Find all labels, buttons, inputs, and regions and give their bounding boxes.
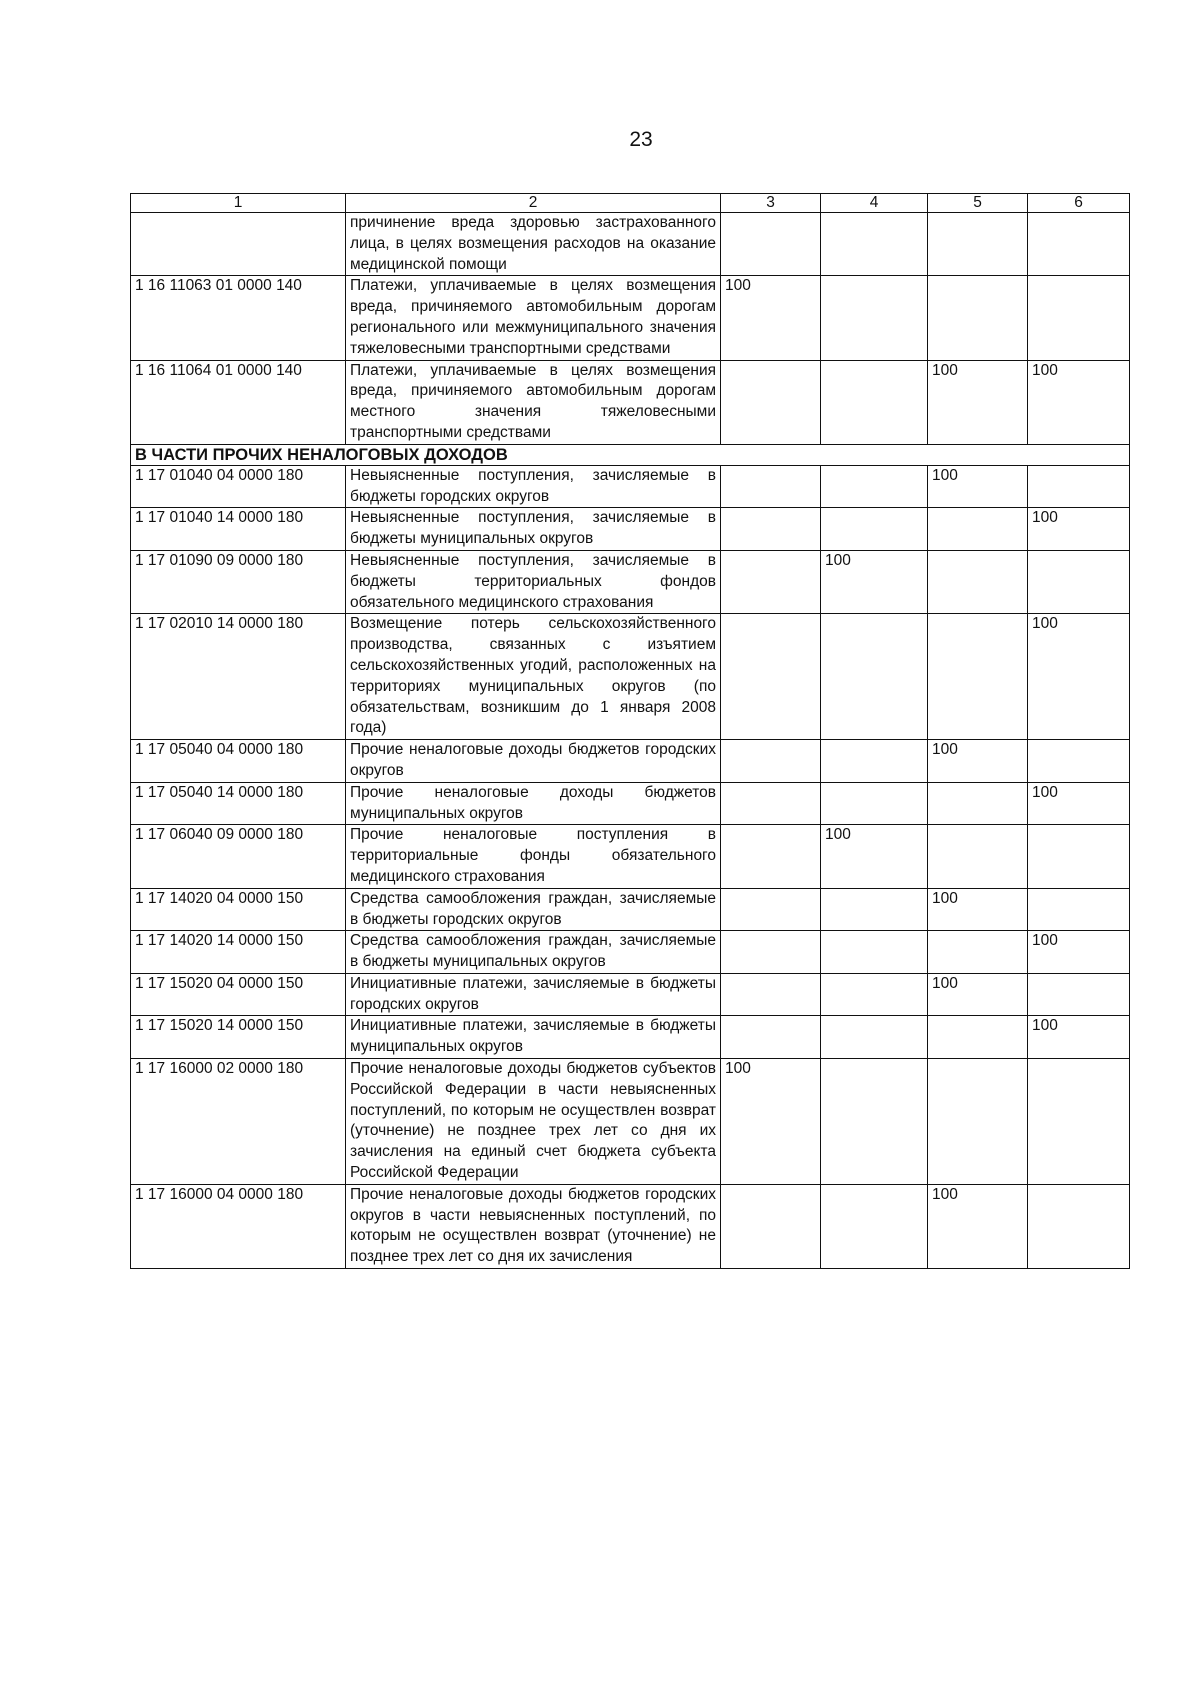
header-col-4: 4 xyxy=(821,194,928,213)
cell-col-6 xyxy=(1028,276,1130,360)
table-row xyxy=(131,550,1130,613)
cell-code: 1 17 01040 04 0000 180 xyxy=(131,465,346,508)
cell-col-3 xyxy=(721,1184,821,1268)
cell-col-6: 100 xyxy=(1028,782,1130,825)
table-row xyxy=(131,825,1130,888)
cell-description: Платежи, уплачиваемые в целях возмещения вреда, причиняемого автомобильным дорогам местного значения тяжеловесными транспортными средствами xyxy=(346,360,721,444)
cell-col-3 xyxy=(721,931,821,974)
cell-code: 1 17 01040 14 0000 180 xyxy=(131,508,346,551)
table-row xyxy=(131,614,1130,740)
cell-code xyxy=(131,213,346,276)
cell-col-4 xyxy=(821,360,928,444)
cell-col-4: 100 xyxy=(821,550,928,613)
header-col-6: 6 xyxy=(1028,194,1130,213)
table-row xyxy=(131,1059,1130,1185)
cell-code: 1 17 15020 14 0000 150 xyxy=(131,1016,346,1059)
cell-col-5 xyxy=(928,550,1028,613)
cell-description: Платежи, уплачиваемые в целях возмещения вреда, причиняемого автомобильным дорогам регионального или межмуниципального значения тяжеловесными транспортными средствами xyxy=(346,276,721,360)
cell-description: причинение вреда здоровью застрахованного лица, в целях возмещения расходов на оказание медицинской помощи xyxy=(346,213,721,276)
cell-col-3 xyxy=(721,888,821,931)
table-row xyxy=(131,276,1130,360)
cell-col-5 xyxy=(928,1059,1028,1185)
cell-col-3 xyxy=(721,465,821,508)
cell-code: 1 17 05040 04 0000 180 xyxy=(131,740,346,783)
cell-col-5 xyxy=(928,614,1028,740)
cell-description: Средства самообложения граждан, зачисляемые в бюджеты городских округов xyxy=(346,888,721,931)
cell-col-5: 100 xyxy=(928,360,1028,444)
cell-code: 1 16 11063 01 0000 140 xyxy=(131,276,346,360)
table-body xyxy=(131,213,1130,1269)
cell-col-6 xyxy=(1028,825,1130,888)
cell-description: Прочие неналоговые доходы бюджетов муниципальных округов xyxy=(346,782,721,825)
cell-col-5 xyxy=(928,213,1028,276)
cell-col-4 xyxy=(821,931,928,974)
section-heading: В ЧАСТИ ПРОЧИХ НЕНАЛОГОВЫХ ДОХОДОВ xyxy=(131,444,1130,465)
cell-col-5 xyxy=(928,1016,1028,1059)
cell-col-3 xyxy=(721,508,821,551)
cell-col-6: 100 xyxy=(1028,508,1130,551)
cell-description: Невыясненные поступления, зачисляемые в бюджеты городских округов xyxy=(346,465,721,508)
table-row-continuation xyxy=(131,213,1130,276)
cell-col-5 xyxy=(928,782,1028,825)
cell-code: 1 17 15020 04 0000 150 xyxy=(131,973,346,1016)
cell-col-6: 100 xyxy=(1028,360,1130,444)
cell-col-5: 100 xyxy=(928,973,1028,1016)
cell-col-4 xyxy=(821,1184,928,1268)
header-col-2: 2 xyxy=(346,194,721,213)
cell-code: 1 17 14020 14 0000 150 xyxy=(131,931,346,974)
cell-col-3 xyxy=(721,825,821,888)
cell-col-5 xyxy=(928,276,1028,360)
cell-col-3: 100 xyxy=(721,276,821,360)
cell-code: 1 17 16000 04 0000 180 xyxy=(131,1184,346,1268)
cell-col-6 xyxy=(1028,973,1130,1016)
table-row xyxy=(131,973,1130,1016)
cell-col-3 xyxy=(721,360,821,444)
cell-col-3 xyxy=(721,740,821,783)
header-row xyxy=(131,194,1130,213)
cell-col-3 xyxy=(721,550,821,613)
table-row xyxy=(131,508,1130,551)
header-col-5: 5 xyxy=(928,194,1028,213)
cell-description: Прочие неналоговые доходы бюджетов городских округов в части невыясненных поступлений, по которым не осуществлен возврат (уточнение) не позднее трех лет со дня их зачисления xyxy=(346,1184,721,1268)
cell-col-3 xyxy=(721,973,821,1016)
cell-col-4 xyxy=(821,973,928,1016)
cell-col-5: 100 xyxy=(928,1184,1028,1268)
cell-code: 1 17 06040 09 0000 180 xyxy=(131,825,346,888)
cell-col-4 xyxy=(821,1016,928,1059)
cell-code: 1 17 05040 14 0000 180 xyxy=(131,782,346,825)
cell-col-5 xyxy=(928,931,1028,974)
cell-col-3 xyxy=(721,1016,821,1059)
cell-col-4 xyxy=(821,465,928,508)
cell-description: Средства самообложения граждан, зачисляемые в бюджеты муниципальных округов xyxy=(346,931,721,974)
cell-description: Прочие неналоговые доходы бюджетов субъектов Российской Федерации в части невыясненных поступлений, по которым не осуществлен возврат (уточнение) не позднее трех лет со дня их зачисления на единый счет бюджета субъекта Российской Федерации xyxy=(346,1059,721,1185)
cell-code: 1 17 01090 09 0000 180 xyxy=(131,550,346,613)
table-row xyxy=(131,740,1130,783)
cell-col-6: 100 xyxy=(1028,614,1130,740)
table-row xyxy=(131,888,1130,931)
cell-description: Возмещение потерь сельскохозяйственного производства, связанных с изъятием сельскохозяйственных угодий, расположенных на территориях муниципальных округов (по обязательствам, возникшим до 1 января 2008 года) xyxy=(346,614,721,740)
cell-col-5 xyxy=(928,825,1028,888)
cell-description: Невыясненные поступления, зачисляемые в бюджеты муниципальных округов xyxy=(346,508,721,551)
table-row xyxy=(131,782,1130,825)
cell-col-6: 100 xyxy=(1028,931,1130,974)
page-number: 23 xyxy=(629,128,653,151)
cell-code: 1 16 11064 01 0000 140 xyxy=(131,360,346,444)
cell-col-5: 100 xyxy=(928,465,1028,508)
revenue-table xyxy=(130,193,1130,1269)
cell-col-4 xyxy=(821,276,928,360)
cell-description: Прочие неналоговые доходы бюджетов городских округов xyxy=(346,740,721,783)
cell-col-3 xyxy=(721,614,821,740)
cell-col-4 xyxy=(821,213,928,276)
cell-col-5: 100 xyxy=(928,888,1028,931)
header-col-1: 1 xyxy=(131,194,346,213)
cell-col-5: 100 xyxy=(928,740,1028,783)
cell-col-6 xyxy=(1028,888,1130,931)
cell-col-4 xyxy=(821,740,928,783)
section-heading-row xyxy=(131,444,1130,465)
cell-description: Невыясненные поступления, зачисляемые в бюджеты территориальных фондов обязательного медицинского страхования xyxy=(346,550,721,613)
cell-description: Инициативные платежи, зачисляемые в бюджеты муниципальных округов xyxy=(346,1016,721,1059)
cell-code: 1 17 16000 02 0000 180 xyxy=(131,1059,346,1185)
cell-col-4 xyxy=(821,782,928,825)
cell-col-3: 100 xyxy=(721,1059,821,1185)
cell-col-6 xyxy=(1028,550,1130,613)
cell-col-4 xyxy=(821,1059,928,1185)
table-row xyxy=(131,465,1130,508)
cell-col-3 xyxy=(721,782,821,825)
cell-description: Прочие неналоговые поступления в территориальные фонды обязательного медицинского страхования xyxy=(346,825,721,888)
cell-col-4 xyxy=(821,508,928,551)
table-row xyxy=(131,931,1130,974)
cell-col-4 xyxy=(821,888,928,931)
cell-col-4: 100 xyxy=(821,825,928,888)
table-row xyxy=(131,1184,1130,1268)
table-row xyxy=(131,1016,1130,1059)
cell-col-4 xyxy=(821,614,928,740)
table-row xyxy=(131,360,1130,444)
cell-code: 1 17 02010 14 0000 180 xyxy=(131,614,346,740)
cell-col-6 xyxy=(1028,1059,1130,1185)
cell-col-5 xyxy=(928,508,1028,551)
cell-col-6 xyxy=(1028,740,1130,783)
header-col-3: 3 xyxy=(721,194,821,213)
cell-col-6 xyxy=(1028,1184,1130,1268)
cell-col-6: 100 xyxy=(1028,1016,1130,1059)
cell-description: Инициативные платежи, зачисляемые в бюджеты городских округов xyxy=(346,973,721,1016)
cell-col-6 xyxy=(1028,465,1130,508)
cell-col-3 xyxy=(721,213,821,276)
cell-code: 1 17 14020 04 0000 150 xyxy=(131,888,346,931)
cell-col-6 xyxy=(1028,213,1130,276)
